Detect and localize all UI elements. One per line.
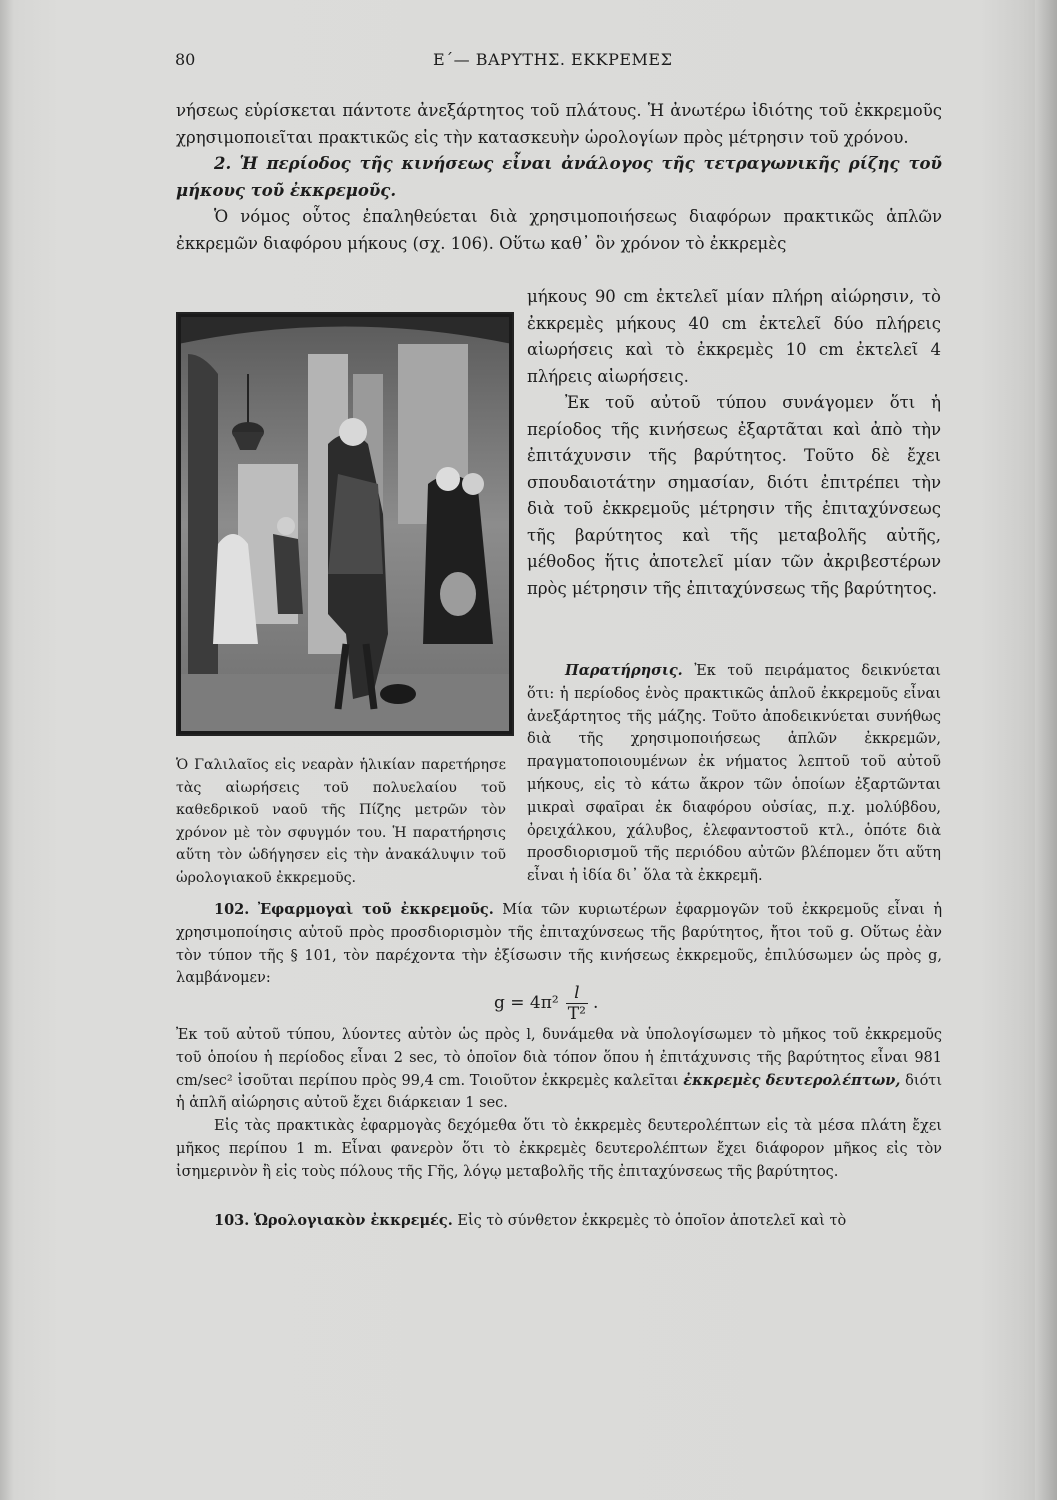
- figure-caption: Ὁ Γαλιλαῖος εἰς νεαρὰν ἡλικίαν παρετήρησε τὰς αἰωρήσεις τοῦ πολυελαίου τοῦ καθεδρικοῦ ναοῦ τῆς Πίζης μετρῶν τὸν χρόνον μὲ τὸν σφυγμόν του. Ἡ παρατήρησις αὕτη τὸν ὡδήγησεν εἰς τὴν ἀνακάλυψιν τοῦ ὡρολογιακοῦ ἐκκρεμοῦς.: [176, 757, 506, 886]
- section-102-paragraph-3: Εἰς τὰς πρακτικὰς ἐφαρμογὰς δεχόμεθα ὅτι τὸ ἐκκρεμὲς δευτερολέπτων εἰς τὰ μέσα πλάτη ἔχει μῆκος περίπου 1 m. Εἶναι φανερὸν ὅτι τὸ ἐκκρεμὲς δευτερολέπτων ἔχει διάφορον μῆκος εἰς τὸν ἰσημερινὸν ἢ εἰς τοὺς πόλους τῆς Γῆς, λόγῳ μεταβολῆς τῆς ἐπιταχύνσεως τῆς βαρύτητος.: [176, 1118, 942, 1180]
- section-103-number: 103.: [214, 1212, 250, 1229]
- note-title: Παρατήρησις.: [565, 662, 683, 679]
- section-102-title: Ἐφαρμογαὶ τοῦ ἐκκρεμοῦς.: [257, 901, 494, 918]
- section-102: [176, 899, 942, 990]
- running-title: Ε΄— ΒΑΡΥΤΗΣ. ΕΚΚΡΕΜΕΣ: [433, 50, 673, 69]
- galileo-illustration: [176, 312, 514, 736]
- law-2-heading: [176, 151, 942, 204]
- section-102-continued: [176, 1024, 942, 1184]
- note-text: Ἐκ τοῦ πειράματος δεικνύεται ὅτι: ἡ περίοδος ἑνὸς πρακτικῶς ἁπλοῦ ἐκκρεμοῦς εἶναι ἀνεξάρτητος τῆς μάζης. Τοῦτο ἀποδεικνύεται συνήθως διὰ τῆς χρησιμοποιήσεως ἁπλῶν ἐκκρεμῶν, πραγματοποιουμένων ἐκ νήματος λεπτοῦ τοῦ αὐτοῦ μήκους, εἰς τὸ κάτω ἄκρον τῶν ὁποίων ἐξαρτῶνται μικραὶ σφαῖραι ἐκ διαφόρου οὐσίας, π.χ. μολύβδου, ὀρειχάλκου, χάλυβος, ἐλεφαντοστοῦ κτλ., ὁπότε διὰ προσδιορισμοῦ τῆς περιόδου αὐτῶν βλέπομεν ὅτι αὕτη εἶναι ἡ ἰδία δι᾿ ὅλα τὰ ἐκκρεμῆ.: [527, 663, 941, 885]
- formula-denominator: T²: [567, 1004, 586, 1024]
- seconds-pendulum-term: ἐκκρεμὲς δευτερολέπτων,: [683, 1071, 901, 1089]
- galileo-cathedral-engraving: [178, 314, 512, 734]
- intro-block: [176, 98, 942, 257]
- section-102-number: 102.: [214, 901, 250, 918]
- formula-numerator: l: [566, 983, 587, 1004]
- section-103-title: Ὡρολογιακὸν ἐκκρεμές.: [253, 1212, 453, 1229]
- formula-lhs: g = 4π²: [494, 993, 559, 1013]
- right-column: [527, 284, 941, 602]
- section-102-paragraph-2: [176, 1024, 942, 1115]
- page-edge-shadow: [1035, 0, 1057, 1500]
- law-2-number: 2.: [214, 154, 232, 173]
- law-2-title: Ἡ περίοδος τῆς κινήσεως εἶναι ἀνάλογος τῆς τετραγωνικῆς ρίζης τοῦ μήκους τοῦ ἐκκρεμοῦς.: [176, 154, 942, 200]
- after-formula-text: Ἐκ τοῦ αὐτοῦ τύπου, λύοντες αὐτὸν ὡς πρὸς l, δυνάμεθα νὰ ὑπολογίσωμεν τὸ μῆκος τοῦ ἐκκρεμοῦς τοῦ ὁποίου ἡ περίοδος εἶναι 2 sec, τὸ ὁποῖον διὰ τόπον ὅπου ἡ ἐπιτάχυνσις τῆς βαρύτητος εἶναι 981 cm/sec² ἰσοῦται περίπου πρὸς 99,4 cm. Τοιοῦτον ἐκκρεμὲς καλεῖται: [176, 1027, 942, 1089]
- right-paragraph-1: μήκους 90 cm ἐκτελεῖ μίαν πλήρη αἰώρησιν, τὸ ἐκκρεμὲς μήκους 40 cm ἐκτελεῖ δύο πλήρεις αἰωρήσεις καὶ τὸ ἐκκρεμὲς 10 cm ἐκτελεῖ 4 πλήρεις αἰωρήσεις.: [527, 287, 941, 386]
- section-102-text: Μία τῶν κυριωτέρων ἐφαρμογῶν τοῦ ἐκκρεμοῦς εἶναι ἡ χρησιμοποίησις αὐτοῦ πρὸς προσδιορισμὸν τῆς ἐπιταχύνσεως τῆς βαρύτητος, ἤτοι τοῦ g. Οὕτως ἐὰν τὸν τύπον τῆς § 101, τὸν παρέχοντα τὴν ἐξίσωσιν τῆς κινήσεως ἐκκρεμοῦς, ἐπιλύσωμεν ὡς πρὸς g, λαμβάνομεν:: [176, 902, 943, 987]
- note-block: [527, 660, 941, 888]
- intro-paragraph: νήσεως εὑρίσκεται πάντοτε ἀνεξάρτητος τοῦ πλάτους. Ἡ ἀνωτέρω ἰδιότης τοῦ ἐκκρεμοῦς χρησιμοποιεῖται πρακτικῶς εἰς τὴν κατασκευὴν ὡρολογίων πρὸς μέτρησιν τοῦ χρόνου.: [176, 101, 942, 147]
- after-term-text: διότι ἡ ἁπλῆ αἰώρησις αὐτοῦ ἔχει διάρκειαν 1 sec.: [176, 1072, 943, 1112]
- formula-period: .: [593, 993, 599, 1013]
- formula-fraction: [566, 983, 587, 1024]
- right-paragraph-2: Ἐκ τοῦ αὐτοῦ τύπου συνάγομεν ὅτι ἡ περίοδος τῆς κινήσεως ἐξαρτᾶται καὶ ἀπὸ τὴν ἐπιτάχυνσιν τῆς βαρύτητος. Τοῦτο δὲ ἔχει σπουδαιοτάτην σημασίαν, διότι ἐπιτρέπει τὴν διὰ τοῦ ἐκκρεμοῦς μέτρησιν τῆς ἐπιταχύνσεως τῆς βαρύτητος καὶ τῆς μεταβολῆς αὐτῆς, μέθοδος ἥτις ἀποτελεῖ μίαν τῶν ἀκριβεστέρων πρὸς μέτρησιν τῆς ἐπιταχύνσεως τῆς βαρύτητος.: [527, 393, 941, 598]
- section-103: [176, 1210, 942, 1233]
- gravity-formula: [494, 983, 598, 1024]
- page-number: 80: [175, 50, 196, 69]
- law-2-paragraph: Ὁ νόμος οὗτος ἐπαληθεύεται διὰ χρησιμοποιήσεως διαφόρων πρακτικῶς ἁπλῶν ἐκκρεμῶν διαφόρου μήκους (σχ. 106). Οὕτω καθ᾿ ὃν χρόνον τὸ ἐκκρεμὲς: [176, 207, 942, 253]
- section-103-text: Εἰς τὸ σύνθετον ἐκκρεμὲς τὸ ὁποῖον ἀποτελεῖ καὶ τὸ: [457, 1213, 847, 1229]
